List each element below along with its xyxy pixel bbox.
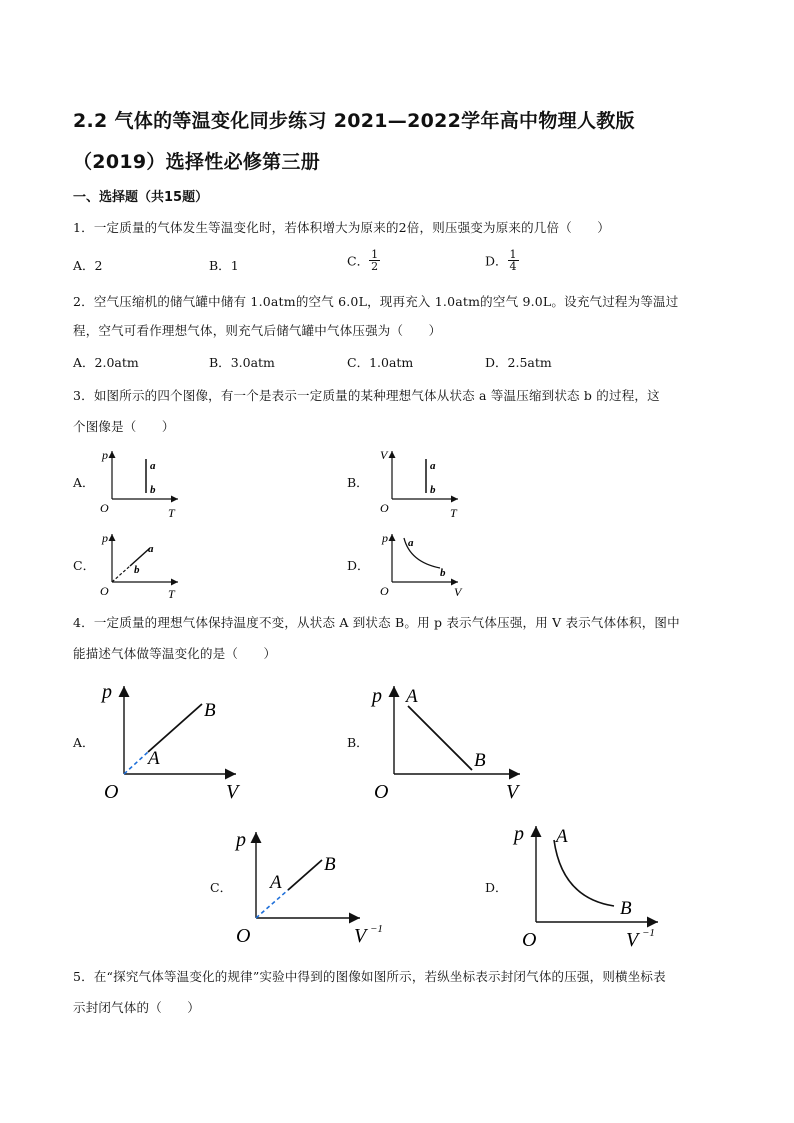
y-axis-label: p (236, 829, 246, 851)
option-value: 2.0atm (94, 355, 139, 370)
state-b-label: b (134, 564, 140, 576)
question-5-text-line2: 示封闭气体的（ ） (73, 1000, 201, 1015)
option-label: A． (73, 355, 95, 370)
state-a-label: A (270, 872, 282, 893)
extension-line (124, 752, 148, 774)
state-a-label: A (556, 826, 568, 847)
q1-option-d[interactable] (485, 249, 519, 272)
q3-option-a[interactable]: A． (73, 475, 95, 490)
x-axis-label: V (506, 781, 519, 803)
question-1-text: 1．一定质量的气体发生等温变化时，若体积增大为原来的2倍，则压强变为原来的几倍（ ） (73, 220, 611, 235)
q2-option-b[interactable] (209, 353, 275, 371)
origin-label: O (522, 929, 537, 950)
origin-label: O (104, 781, 119, 803)
state-b-label: b (440, 567, 446, 579)
x-axis-label: T (450, 506, 457, 520)
x-axis-label: V (454, 585, 462, 599)
q4-graph-d[interactable] (508, 818, 668, 950)
question-3-text-line2: 个图像是（ ） (73, 419, 175, 434)
state-a-label: a (150, 460, 156, 472)
q4-graph-a[interactable] (98, 678, 248, 803)
state-a-label: A (406, 686, 418, 707)
option-value: 2.5atm (507, 355, 552, 370)
q3-graph-a[interactable] (94, 445, 194, 520)
q4-option-d[interactable]: D． (485, 880, 508, 895)
option-label: D． (485, 253, 508, 269)
state-b-label: b (430, 484, 436, 496)
process-line (408, 706, 472, 770)
origin-label: O (380, 584, 389, 598)
x-axis-label: V (626, 929, 639, 950)
q4-graph-b[interactable] (368, 678, 528, 803)
q1-option-b[interactable] (209, 256, 239, 274)
x-axis-label: T (168, 506, 175, 520)
extension-line (112, 566, 130, 582)
q1-option-c[interactable] (347, 249, 380, 272)
section-heading: 一、选择题（共15题） (73, 190, 209, 205)
state-a-label: A (148, 748, 160, 769)
y-axis-label: p (372, 685, 382, 707)
origin-label: O (100, 584, 109, 598)
option-label: C． (347, 355, 370, 370)
q4-option-a[interactable]: A． (73, 735, 95, 750)
q3-graph-c[interactable] (94, 528, 194, 600)
option-value: 2 (94, 258, 103, 273)
origin-label: O (380, 501, 389, 515)
y-axis-label: p (382, 531, 388, 545)
state-b-label: B (474, 750, 486, 771)
fraction: $\frac{1}{2}$ (371, 248, 379, 273)
process-line (148, 704, 202, 752)
process-line (130, 548, 150, 566)
q3-graph-b[interactable] (374, 445, 474, 520)
state-a-label: a (148, 543, 154, 555)
q4-option-b[interactable]: B． (347, 735, 369, 750)
origin-label: O (100, 501, 109, 515)
q2-option-a[interactable] (73, 353, 139, 371)
option-label: B． (209, 258, 231, 273)
q3-option-d[interactable]: D． (347, 558, 370, 573)
fraction: $\frac{1}{4}$ (509, 248, 517, 273)
state-b-label: B (204, 700, 216, 721)
q2-option-d[interactable] (485, 353, 552, 371)
x-axis-label: T (168, 587, 175, 600)
y-axis-label: V (380, 448, 388, 462)
x-axis-label: V (354, 925, 367, 947)
y-axis-label: p (102, 448, 108, 462)
state-a-label: a (430, 460, 436, 472)
option-value: 3.0atm (230, 355, 275, 370)
isotherm-curve (554, 840, 614, 906)
state-a-label: a (408, 537, 414, 549)
q3-option-c[interactable]: C． (73, 558, 96, 573)
option-value: 1 (230, 258, 239, 273)
question-5-text-line1: 5．在“探究气体等温变化的规律”实验中得到的图像如图所示，若纵坐标表示封闭气体的压强，则横坐标表 (73, 969, 666, 984)
process-line (288, 860, 322, 890)
state-b-label: b (150, 484, 156, 496)
q3-graph-d[interactable] (374, 528, 474, 600)
x-axis-exponent: −1 (370, 923, 383, 935)
x-axis-exponent: −1 (642, 927, 655, 939)
page-title: 2.2 气体的等温变化同步练习 2021—2022学年高中物理人教版 (73, 110, 635, 132)
q4-graph-c[interactable] (230, 824, 390, 949)
y-axis-label: p (102, 681, 112, 703)
q4-option-c[interactable]: C． (210, 880, 233, 895)
option-label: D． (485, 355, 508, 370)
state-b-label: B (324, 854, 336, 875)
y-axis-label: p (102, 531, 108, 545)
question-2-text-line2: 程，空气可看作理想气体，则充气后储气罐中气体压强为（ ） (73, 323, 442, 338)
question-4-text-line1: 4．一定质量的理想气体保持温度不变，从状态 A 到状态 B。用 p 表示气体压强，用 V 表示气体体积，图中 (73, 615, 680, 630)
question-2-text-line1: 2．空气压缩机的储气罐中储有 1.0atm的空气 6.0L，现再充入 1.0atm的空气 9.0L。设充气过程为等温过 (73, 294, 679, 309)
q1-option-a[interactable] (73, 256, 102, 274)
option-label: B． (209, 355, 231, 370)
option-label: A． (73, 258, 95, 273)
option-value: 1.0atm (369, 355, 414, 370)
extension-line (256, 890, 288, 918)
question-3-text-line1: 3．如图所示的四个图像，有一个是表示一定质量的某种理想气体从状态 a 等温压缩到状态 b 的过程，这 (73, 388, 660, 403)
origin-label: O (236, 925, 251, 947)
y-axis-label: p (514, 823, 524, 845)
origin-label: O (374, 781, 389, 803)
option-label: C． (347, 253, 370, 269)
page-subtitle: （2019）选择性必修第三册 (73, 151, 321, 173)
q3-option-b[interactable]: B． (347, 475, 369, 490)
x-axis-label: V (226, 781, 239, 803)
state-b-label: B (620, 898, 632, 919)
q2-option-c[interactable] (347, 353, 413, 371)
question-4-text-line2: 能描述气体做等温变化的是（ ） (73, 646, 277, 661)
